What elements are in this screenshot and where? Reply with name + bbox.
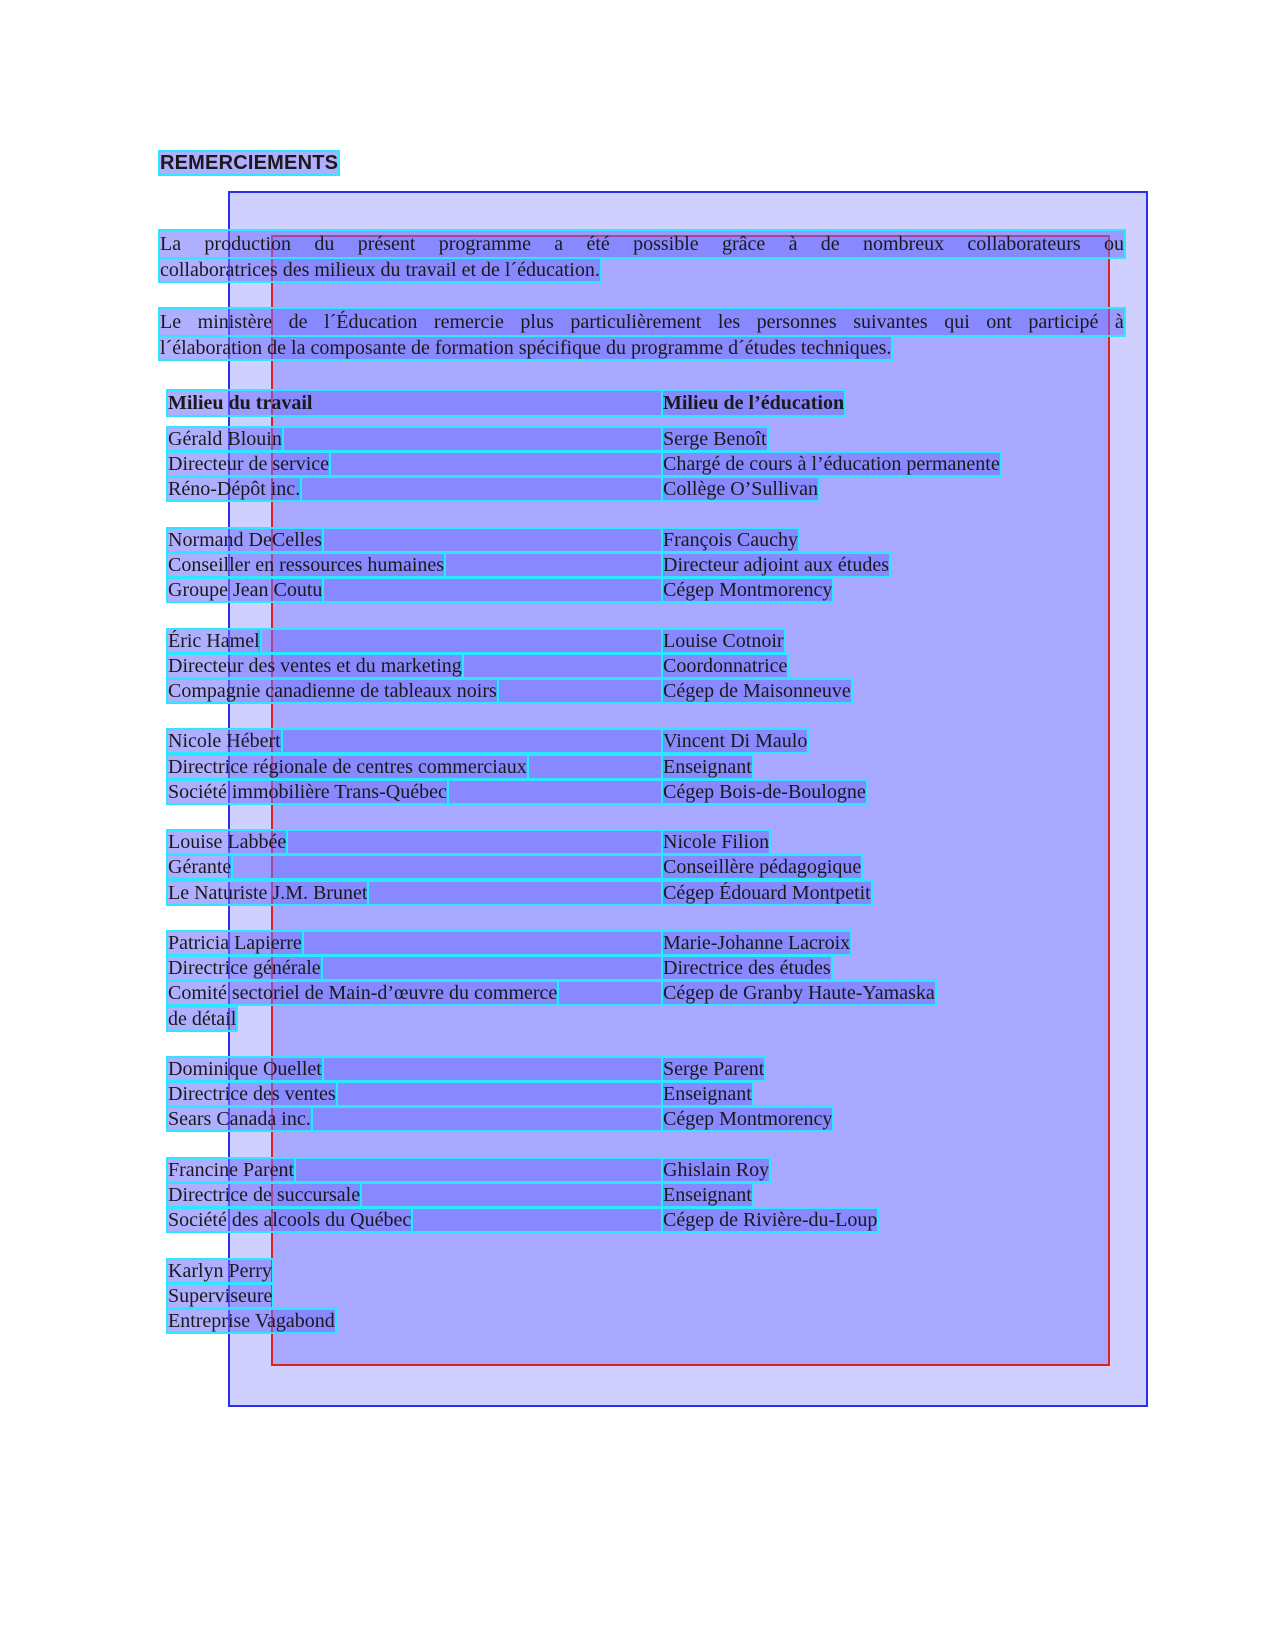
contact-row [168,554,1068,578]
contact-detail-left: Directrice générale [168,957,321,980]
row-highlight-filler [360,1184,663,1206]
row-highlight-filler [300,478,663,500]
contact-detail-left: Comité sectoriel de Main-d’œuvre du commerce [168,982,558,1005]
word: l´Éducation [324,311,418,333]
contact-row [168,781,1068,805]
contact-detail-right: Collège O’Sullivan [663,478,818,501]
word: programme [438,233,531,255]
contact-name-right: Ghislain Roy [663,1158,770,1181]
contact-name-right: Louise Cotnoir [663,629,784,652]
contact-row [168,730,1068,754]
contact-detail-right: Conseillère pédagogique [663,856,862,879]
contact-detail-left: Sears Canada inc. [168,1108,311,1131]
word: possible [633,233,699,255]
contact-detail-right: Cégep Montmorency [663,1108,833,1131]
contact-name-left: Éric Hamel [168,629,260,652]
contact-detail-left: Société immobilière Trans-Québec [168,780,447,803]
row-highlight-filler [322,1058,663,1080]
word: à [788,233,798,255]
contact-row [168,1159,1068,1183]
contact-name-left: Dominique Ouellet [168,1058,322,1080]
contact-row [168,478,1068,502]
contact-name-right: Serge Benoît [663,428,767,450]
row-highlight-filler [322,579,663,601]
contact-detail-left: Entreprise Vagabond [168,1310,335,1332]
row-highlight-filler [311,1108,663,1130]
contact-row [168,1260,1068,1284]
word: qui [944,311,970,333]
word: les [717,311,741,333]
row-highlight-filler [260,630,663,652]
contact-name-left: Louise Labbée [168,831,287,854]
contact-name-right: François Cauchy [663,528,798,551]
contact-row [168,680,1068,704]
contact-row [168,932,1068,956]
contact-detail-left: Directeur des ventes et du marketing [168,654,462,677]
contact-row [168,453,1068,477]
contact-row [168,579,1068,603]
contact-row [168,856,1068,880]
row-highlight-filler [282,428,663,450]
contact-detail-left: Superviseure [168,1284,273,1307]
contact-detail-right: Enseignant [663,755,752,778]
intro-paragraph-2-line-2: l´élaboration de la composante de formation spécifique du programme d´études techniques. [160,337,892,359]
contact-row [168,1058,1068,1082]
word: ont [986,311,1012,333]
row-highlight-filler [527,756,663,778]
word: collaborateurs [967,233,1081,255]
row-highlight-filler [322,529,663,551]
contact-detail-right: Directrice des études [663,957,831,980]
word: La [160,233,182,255]
intro-paragraph-2-line-1 [160,309,1124,335]
contact-detail-left: Le Naturiste J.M. Brunet [168,881,368,904]
contact-row [168,982,1068,1006]
contact-detail-left: Directrice de succursale [168,1184,361,1206]
row-highlight-filler [231,856,663,878]
contact-detail-left: Compagnie canadienne de tableaux noirs [168,680,497,702]
contact-detail-right: Enseignant [663,1083,752,1106]
column-heading-left: Milieu du travail [168,391,663,415]
contact-row [168,428,1068,452]
word: personnes [756,311,837,333]
word: nombreux [862,233,945,255]
word: Le [160,311,182,333]
word: à [1114,311,1124,333]
word: présent [357,233,416,255]
contact-name-left: Karlyn Perry [168,1259,272,1282]
row-highlight-filler [336,1083,663,1105]
intro-paragraph-1-line-2: collaboratrices des milieux du travail et de l´éducation. [160,259,600,281]
contact-name-right: Serge Parent [663,1058,765,1080]
contact-detail-left: Conseiller en ressources humaines [168,554,445,576]
row-highlight-filler [497,680,663,702]
word: grâce [721,233,766,255]
contact-row [168,1285,1068,1309]
contact-detail-left: Groupe Jean Coutu [168,579,323,602]
contact-row [168,1184,1068,1208]
contact-row [168,529,1068,553]
contact-detail-left: Gérante [168,856,232,879]
row-highlight-filler [411,1209,663,1231]
contact-detail-right: Cégep Montmorency [663,579,833,602]
row-highlight-filler [367,882,663,904]
row-highlight-filler [294,1159,663,1181]
contact-detail-right: Chargé de cours à l’éducation permanente [663,453,1000,476]
word: de [820,233,840,255]
contact-row [168,1108,1068,1132]
contact-row [168,756,1068,780]
row-highlight-filler [286,831,663,853]
contact-name-left: Francine Parent [168,1158,295,1181]
contact-name-left: Patricia Lapierre [168,932,302,954]
row-highlight-filler [329,453,663,475]
contact-row [168,957,1068,981]
word: a [554,233,564,255]
row-highlight-filler [557,982,663,1004]
contact-row [168,1083,1068,1107]
word: remercie [433,311,504,333]
word: de [288,311,308,333]
column-heading-right: Milieu de l’éducation [663,392,845,414]
word: plus [520,311,554,333]
contact-detail-left: Directrice régionale de centres commerciaux [168,755,527,778]
row-highlight-filler [321,957,663,979]
contact-row [168,882,1068,906]
contact-name-left: Gérald Blouin [168,428,282,450]
contact-row [168,655,1068,679]
contact-row [168,1209,1068,1233]
contact-detail-right: Enseignant [663,1184,752,1206]
row-highlight-filler [447,781,663,803]
contact-name-left: Nicole Hébert [168,730,281,753]
word: production [204,233,292,255]
contact-row [168,1310,1068,1334]
contact-detail-right: Cégep de Granby Haute-Yamaska [663,982,935,1005]
word: ou [1103,233,1124,255]
word: participé [1028,311,1099,333]
row-highlight-filler [444,554,663,576]
row-highlight-filler [302,932,663,954]
contact-row [168,1008,1068,1032]
page-title: REMERCIEMENTS [160,152,339,174]
row-highlight-filler [462,655,663,677]
contact-name-left: Normand DeCelles [168,528,322,551]
contact-detail-left: Société des alcools du Québec [168,1209,412,1232]
contact-detail-left: de détail [168,1007,237,1030]
contact-detail-right: Cégep Bois-de-Boulogne [663,780,866,803]
contact-row [168,630,1068,654]
word: du [314,233,335,255]
contact-detail-left: Directeur de service [168,453,330,476]
contact-detail-right: Cégep de Rivière-du-Loup [663,1209,878,1232]
contact-name-right: Nicole Filion [663,831,770,854]
contact-name-right: Marie-Johanne Lacroix [663,932,851,954]
contact-detail-left: Directrice des ventes [168,1083,336,1106]
word: ministère [197,311,273,333]
word: particulièrement [570,311,702,333]
contact-detail-right: Coordonnatrice [663,654,788,677]
word: été [586,233,610,255]
contact-detail-left: Réno-Dépôt inc. [168,478,301,501]
intro-paragraph-1-line-1 [160,231,1124,257]
contact-detail-right: Directeur adjoint aux études [663,554,890,576]
intro-paragraph-2 [160,309,1124,361]
contact-detail-right: Cégep de Maisonneuve [663,680,851,702]
contact-name-right: Vincent Di Maulo [663,730,808,753]
contact-row [168,831,1068,855]
row-highlight-filler [281,730,663,752]
contact-detail-right: Cégep Édouard Montpetit [663,881,871,904]
word: suivantes [853,311,928,333]
intro-paragraph-1 [160,231,1124,283]
